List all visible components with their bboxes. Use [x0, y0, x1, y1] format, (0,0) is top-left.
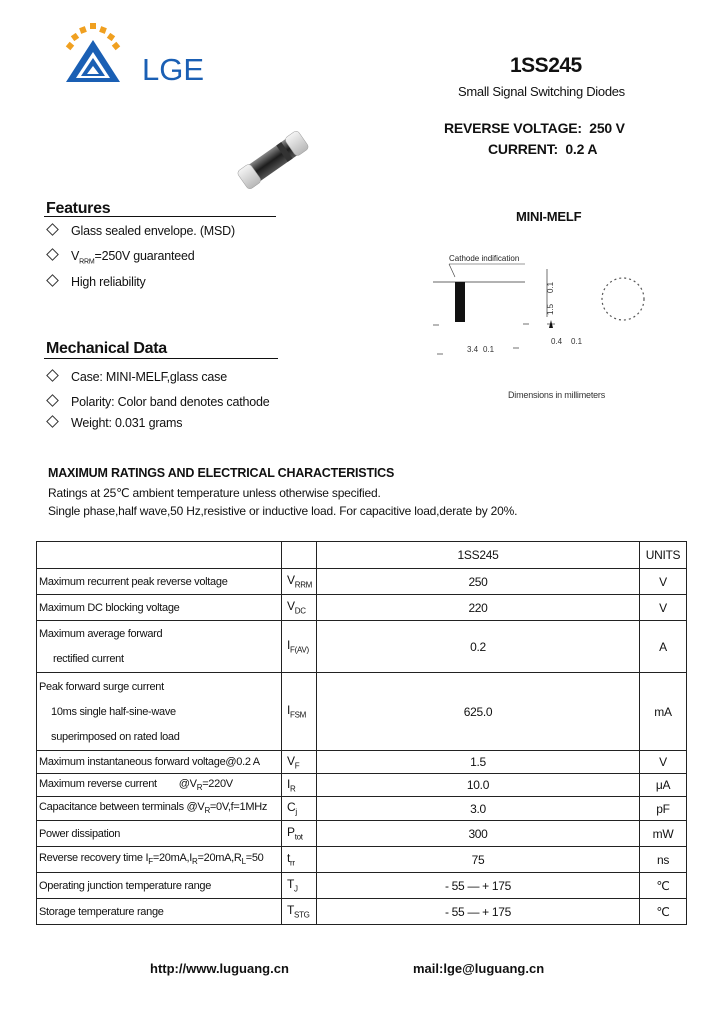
- logo-text: LGE: [142, 52, 205, 87]
- diamond-bullet-icon: [46, 394, 59, 407]
- footer-email-link[interactable]: mail:lge@luguang.cn: [413, 961, 545, 976]
- table-row: Reverse recovery time $I_F=20mA,I_R=20mA,R_L=50$ $t_{rr}$ 75 ns: [37, 847, 687, 873]
- table-row: Power dissipation $P_{tot}$ 300 mW: [37, 821, 687, 847]
- diamond-bullet-icon: [46, 369, 59, 382]
- features-list: [48, 224, 348, 304]
- diamond-bullet-icon: [46, 415, 59, 428]
- table-row: Maximum DC blocking voltage $V_{DC}$ 220 V: [37, 595, 687, 621]
- band-dim: 0.4: [551, 337, 563, 346]
- mechanical-divider: [44, 358, 278, 359]
- mechanical-list: [48, 370, 348, 435]
- diamond-bullet-icon: [46, 274, 59, 287]
- current-rating: CURRENT: 0.2 A: [488, 141, 598, 157]
- reverse-voltage-rating: REVERSE VOLTAGE: 250 V: [444, 120, 625, 136]
- footer-website-link[interactable]: http://www.luguang.cn: [150, 961, 289, 976]
- dimensions-note: Dimensions in millimeters: [508, 390, 606, 400]
- part-number: 1SS245: [510, 54, 582, 77]
- list-item: Case: MINI-MELF,glass case: [48, 370, 227, 384]
- package-name: MINI-MELF: [516, 209, 582, 224]
- diamond-bullet-icon: [46, 223, 59, 236]
- package-dimension-drawing: [425, 245, 675, 365]
- list-item: High reliability: [48, 275, 146, 289]
- cathode-band: [455, 282, 465, 322]
- diameter-tol: 0.1: [546, 281, 555, 293]
- list-item: Weight: 0.031 grams: [48, 416, 182, 430]
- table-header-row: [37, 542, 687, 569]
- band-tol: 0.1: [571, 337, 583, 346]
- table-row: Maximum recurrent peak reverse voltage $V_{RRM}$ 250 V: [37, 569, 687, 595]
- ratings-note-2: Single phase,half wave,50 Hz,resistive or inductive load. For capacitive load,derate by 20%.: [48, 504, 518, 518]
- length-dim: 3.4: [467, 345, 479, 354]
- header-units: UNITS: [640, 542, 687, 569]
- list-item: Polarity: Color band denotes cathode: [48, 395, 270, 409]
- diameter-dim: 1.5: [546, 303, 555, 315]
- table-row: Capacitance between terminals $@V_R=0V,f=1MHz$ $C_j$ 3.0 pF: [37, 797, 687, 821]
- end-view-circle: [602, 278, 644, 320]
- table-row: Maximum instantaneous forward voltage@0.2 A $V_F$ 1.5 V: [37, 751, 687, 774]
- table-row: Maximum average forward rectified current $I_{F(AV)}$ 0.2 A: [37, 621, 687, 673]
- part-subtitle: Small Signal Switching Diodes: [458, 84, 625, 99]
- table-row: Peak forward surge current 10ms single half-sine-wave superimposed on rated load $I_{FSM}$ 625.0 mA: [37, 673, 687, 751]
- features-title: Features: [46, 200, 111, 217]
- diode-photo: [228, 120, 318, 198]
- header-part: 1SS245: [317, 542, 640, 569]
- table-row: Operating junction temperature range $T_J$ - 55 — + 175 ℃: [37, 873, 687, 899]
- list-item: $V_{RRM}=250V$ guaranteed: [48, 249, 195, 266]
- length-tol: 0.1: [483, 345, 495, 354]
- cathode-label: Cathode indification: [449, 254, 520, 263]
- features-divider: [44, 216, 276, 217]
- ratings-table: [36, 541, 687, 925]
- mechanical-title: Mechanical Data: [46, 340, 167, 357]
- diamond-bullet-icon: [46, 248, 59, 261]
- lge-logo: [58, 22, 238, 92]
- triangle-mark-icon: [66, 40, 120, 82]
- table-row: Maximum reverse current $@V_R=220V$ $I_R$ 10.0 μA: [37, 774, 687, 797]
- table-row: Storage temperature range $T_{STG}$ - 55 — + 175 ℃: [37, 899, 687, 925]
- list-item: Glass sealed envelope. (MSD): [48, 224, 235, 238]
- ratings-note-1: Ratings at 25℃ ambient temperature unless otherwise specified.: [48, 486, 381, 500]
- ratings-title: MAXIMUM RATINGS AND ELECTRICAL CHARACTERISTICS: [48, 466, 395, 480]
